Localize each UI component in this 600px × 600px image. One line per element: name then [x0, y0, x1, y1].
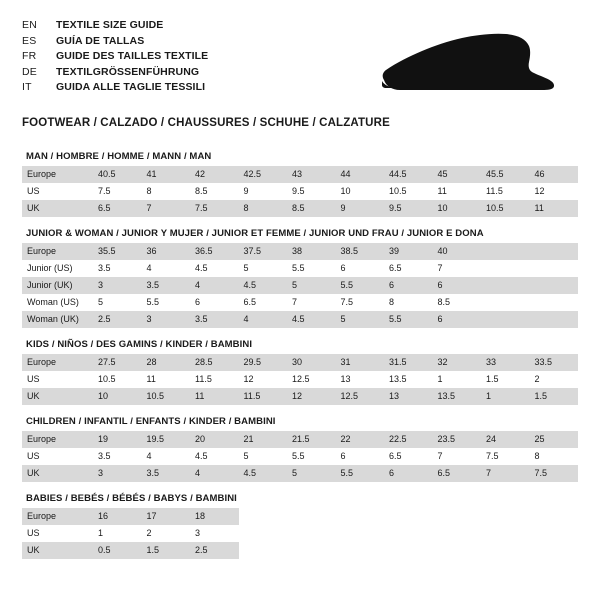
cell-empty — [433, 525, 482, 542]
cell: 11.5 — [481, 183, 530, 200]
cell — [530, 243, 579, 260]
cell: 19.5 — [142, 431, 191, 448]
cell: 6 — [336, 260, 385, 277]
cell: 1 — [481, 388, 530, 405]
cell-empty — [239, 542, 288, 559]
cell: 45.5 — [481, 166, 530, 183]
cell: 10.5 — [384, 183, 433, 200]
cell: 4.5 — [239, 465, 288, 482]
cell: 10.5 — [93, 371, 142, 388]
cell-empty — [239, 525, 288, 542]
cell: 6 — [384, 465, 433, 482]
cell: 13.5 — [433, 388, 482, 405]
dress-shoe-icon — [376, 32, 556, 99]
table-row — [22, 200, 578, 217]
section-title: MAN / HOMBRE / HOMME / MANN / MAN — [26, 151, 212, 162]
cell: 8.5 — [287, 200, 336, 217]
cell: 9 — [239, 183, 288, 200]
size-table-junior-woman — [22, 243, 578, 328]
cell: 6 — [190, 294, 239, 311]
cell: 1 — [433, 371, 482, 388]
cell: 25 — [530, 431, 579, 448]
cell: 18 — [190, 508, 239, 525]
cell — [481, 260, 530, 277]
language-code: ES — [22, 34, 37, 47]
section-title: CHILDREN / INFANTIL / ENFANTS / KINDER / BAMBINI — [26, 416, 276, 427]
cell: 6 — [433, 311, 482, 328]
cell: 32 — [433, 354, 482, 371]
table-row — [22, 465, 578, 482]
cell: 7 — [433, 260, 482, 277]
cell: 6 — [384, 277, 433, 294]
cell: 7 — [433, 448, 482, 465]
cell — [481, 277, 530, 294]
cell: 30 — [287, 354, 336, 371]
cell: 7.5 — [530, 465, 579, 482]
cell: 11 — [530, 200, 579, 217]
row-label: Europe — [22, 431, 93, 448]
row-label: UK — [22, 542, 93, 559]
row-label: UK — [22, 388, 93, 405]
section-title: BABIES / BEBÉS / BÉBÉS / BABYS / BAMBINI — [26, 493, 237, 504]
cell: 21.5 — [287, 431, 336, 448]
cell: 17 — [142, 508, 191, 525]
cell: 13.5 — [384, 371, 433, 388]
table-row — [22, 388, 578, 405]
size-table-man — [22, 166, 578, 217]
cell: 1.5 — [530, 388, 579, 405]
row-label: UK — [22, 465, 93, 482]
cell-empty — [530, 508, 579, 525]
language-row — [22, 34, 208, 49]
row-label: UK — [22, 200, 93, 217]
cell: 8.5 — [433, 294, 482, 311]
page-header — [22, 18, 578, 99]
cell: 36.5 — [190, 243, 239, 260]
cell: 10 — [93, 388, 142, 405]
cell: 12 — [287, 388, 336, 405]
cell: 6.5 — [93, 200, 142, 217]
cell: 10.5 — [481, 200, 530, 217]
table-row — [22, 525, 578, 542]
row-label: Europe — [22, 508, 93, 525]
cell — [481, 294, 530, 311]
cell: 6 — [336, 448, 385, 465]
cell: 29.5 — [239, 354, 288, 371]
cell: 1.5 — [142, 542, 191, 559]
cell: 12 — [530, 183, 579, 200]
cell: 40.5 — [93, 166, 142, 183]
cell: 44 — [336, 166, 385, 183]
table-row — [22, 371, 578, 388]
table-row — [22, 260, 578, 277]
cell: 33.5 — [530, 354, 579, 371]
cell: 11 — [190, 388, 239, 405]
cell — [530, 294, 579, 311]
row-label: US — [22, 448, 93, 465]
cell: 43 — [287, 166, 336, 183]
cell: 3.5 — [142, 465, 191, 482]
cell — [530, 260, 579, 277]
cell-empty — [530, 542, 579, 559]
cell-empty — [384, 508, 433, 525]
cell: 11.5 — [190, 371, 239, 388]
cell: 2.5 — [93, 311, 142, 328]
cell-empty — [336, 508, 385, 525]
cell: 39 — [384, 243, 433, 260]
cell — [481, 243, 530, 260]
cell: 4.5 — [190, 448, 239, 465]
cell-empty — [287, 525, 336, 542]
cell: 46 — [530, 166, 579, 183]
cell: 11 — [142, 371, 191, 388]
table-row — [22, 448, 578, 465]
cell: 7.5 — [190, 200, 239, 217]
row-label: Europe — [22, 354, 93, 371]
cell-empty — [481, 508, 530, 525]
cell: 9.5 — [384, 200, 433, 217]
language-title: GUIDA ALLE TAGLIE TESSILI — [56, 81, 206, 93]
section-title: JUNIOR & WOMAN / JUNIOR Y MUJER / JUNIOR ET FEMME / JUNIOR UND FRAU / JUNIOR E DONA — [26, 228, 484, 239]
cell-empty — [384, 542, 433, 559]
cell: 8 — [239, 200, 288, 217]
cell: 5.5 — [142, 294, 191, 311]
section-junior-woman — [22, 228, 578, 328]
cell: 35.5 — [93, 243, 142, 260]
cell: 9.5 — [287, 183, 336, 200]
cell: 23.5 — [433, 431, 482, 448]
language-row — [22, 18, 208, 33]
cell: 3 — [142, 311, 191, 328]
cell: 3.5 — [190, 311, 239, 328]
section-kids — [22, 339, 578, 405]
cell: 11.5 — [239, 388, 288, 405]
cell: 3 — [93, 465, 142, 482]
language-code: FR — [22, 50, 37, 62]
row-label: US — [22, 525, 93, 542]
cell — [530, 311, 579, 328]
row-label: US — [22, 371, 93, 388]
cell: 36 — [142, 243, 191, 260]
cell: 10.5 — [142, 388, 191, 405]
table-row — [22, 311, 578, 328]
cell: 16 — [93, 508, 142, 525]
cell: 12.5 — [287, 371, 336, 388]
cell: 1.5 — [481, 371, 530, 388]
table-row — [22, 508, 578, 525]
language-row — [22, 49, 208, 64]
table-row — [22, 277, 578, 294]
cell: 7 — [142, 200, 191, 217]
cell: 2.5 — [190, 542, 239, 559]
language-code: DE — [22, 65, 37, 78]
row-label: Woman (UK) — [22, 311, 93, 328]
cell-empty — [287, 508, 336, 525]
cell-empty — [287, 542, 336, 559]
cell: 8 — [530, 448, 579, 465]
cell-empty — [433, 542, 482, 559]
section-title: KIDS / NIÑOS / DES GAMINS / KINDER / BAMBINI — [26, 339, 253, 350]
cell: 9 — [336, 200, 385, 217]
cell-empty — [433, 508, 482, 525]
cell: 12.5 — [336, 388, 385, 405]
section-babies — [22, 493, 578, 559]
cell: 24 — [481, 431, 530, 448]
cell: 5 — [287, 277, 336, 294]
cell: 28 — [142, 354, 191, 371]
cell: 38.5 — [336, 243, 385, 260]
cell: 6.5 — [433, 465, 482, 482]
cell: 22.5 — [384, 431, 433, 448]
table-row — [22, 183, 578, 200]
language-title: TEXTILE SIZE GUIDE — [56, 19, 164, 31]
cell-empty — [481, 525, 530, 542]
cell-empty — [481, 542, 530, 559]
cell: 4 — [190, 277, 239, 294]
cell: 42.5 — [239, 166, 288, 183]
cell: 13 — [384, 388, 433, 405]
cell: 7.5 — [93, 183, 142, 200]
cell-empty — [336, 542, 385, 559]
cell: 41 — [142, 166, 191, 183]
row-label: Europe — [22, 243, 93, 260]
cell: 5.5 — [384, 311, 433, 328]
cell: 22 — [336, 431, 385, 448]
cell: 5.5 — [287, 448, 336, 465]
cell: 12 — [239, 371, 288, 388]
cell: 5 — [239, 448, 288, 465]
cell: 4 — [190, 465, 239, 482]
language-title: GUÍA DE TALLAS — [56, 34, 145, 47]
cell: 8.5 — [190, 183, 239, 200]
cell: 0.5 — [93, 542, 142, 559]
size-table-babies — [22, 508, 578, 559]
row-label: Woman (US) — [22, 294, 93, 311]
cell: 5.5 — [336, 465, 385, 482]
cell: 3.5 — [93, 260, 142, 277]
cell: 28.5 — [190, 354, 239, 371]
cell: 4 — [142, 448, 191, 465]
language-title-list — [22, 18, 208, 95]
cell: 19 — [93, 431, 142, 448]
table-row — [22, 294, 578, 311]
cell: 11 — [433, 183, 482, 200]
cell: 5.5 — [336, 277, 385, 294]
cell: 31 — [336, 354, 385, 371]
size-table-children — [22, 431, 578, 482]
cell: 42 — [190, 166, 239, 183]
cell: 10 — [336, 183, 385, 200]
cell: 8 — [142, 183, 191, 200]
cell: 5 — [287, 465, 336, 482]
table-row — [22, 542, 578, 559]
category-title: FOOTWEAR / CALZADO / CHAUSSURES / SCHUHE / CALZATURE — [22, 117, 390, 129]
cell: 8 — [384, 294, 433, 311]
cell: 6.5 — [384, 448, 433, 465]
cell: 10 — [433, 200, 482, 217]
cell — [481, 311, 530, 328]
cell: 21 — [239, 431, 288, 448]
cell: 5.5 — [287, 260, 336, 277]
cell: 4 — [142, 260, 191, 277]
section-children — [22, 416, 578, 482]
language-title: GUIDE DES TAILLES TEXTILE — [56, 50, 209, 62]
row-label: Europe — [22, 166, 93, 183]
cell: 2 — [530, 371, 579, 388]
cell: 45 — [433, 166, 482, 183]
cell: 5 — [239, 260, 288, 277]
cell: 3 — [190, 525, 239, 542]
cell: 38 — [287, 243, 336, 260]
cell: 4.5 — [190, 260, 239, 277]
cell-empty — [530, 525, 579, 542]
language-code: IT — [22, 81, 32, 93]
language-title: TEXTILGRÖSSENFÜHRUNG — [56, 65, 200, 78]
cell: 13 — [336, 371, 385, 388]
cell-empty — [336, 525, 385, 542]
cell: 40 — [433, 243, 482, 260]
table-row — [22, 166, 578, 183]
cell: 31.5 — [384, 354, 433, 371]
size-table-kids — [22, 354, 578, 405]
section-man — [22, 151, 578, 217]
cell: 3.5 — [142, 277, 191, 294]
cell: 6.5 — [384, 260, 433, 277]
cell: 37.5 — [239, 243, 288, 260]
cell: 4 — [239, 311, 288, 328]
cell-empty — [239, 508, 288, 525]
cell: 3 — [93, 277, 142, 294]
language-code: EN — [22, 19, 37, 31]
language-row — [22, 65, 208, 80]
table-row — [22, 431, 578, 448]
row-label: Junior (US) — [22, 260, 93, 277]
cell: 1 — [93, 525, 142, 542]
cell: 6.5 — [239, 294, 288, 311]
cell: 6 — [433, 277, 482, 294]
cell: 27.5 — [93, 354, 142, 371]
cell: 33 — [481, 354, 530, 371]
cell: 5 — [93, 294, 142, 311]
cell — [530, 277, 579, 294]
cell: 7 — [287, 294, 336, 311]
cell: 2 — [142, 525, 191, 542]
cell: 44.5 — [384, 166, 433, 183]
cell: 4.5 — [239, 277, 288, 294]
cell: 7.5 — [336, 294, 385, 311]
cell: 3.5 — [93, 448, 142, 465]
language-row — [22, 80, 208, 95]
cell: 4.5 — [287, 311, 336, 328]
table-row — [22, 243, 578, 260]
row-label: US — [22, 183, 93, 200]
cell: 7 — [481, 465, 530, 482]
table-row — [22, 354, 578, 371]
cell-empty — [384, 525, 433, 542]
row-label: Junior (UK) — [22, 277, 93, 294]
cell: 5 — [336, 311, 385, 328]
cell: 7.5 — [481, 448, 530, 465]
cell: 20 — [190, 431, 239, 448]
